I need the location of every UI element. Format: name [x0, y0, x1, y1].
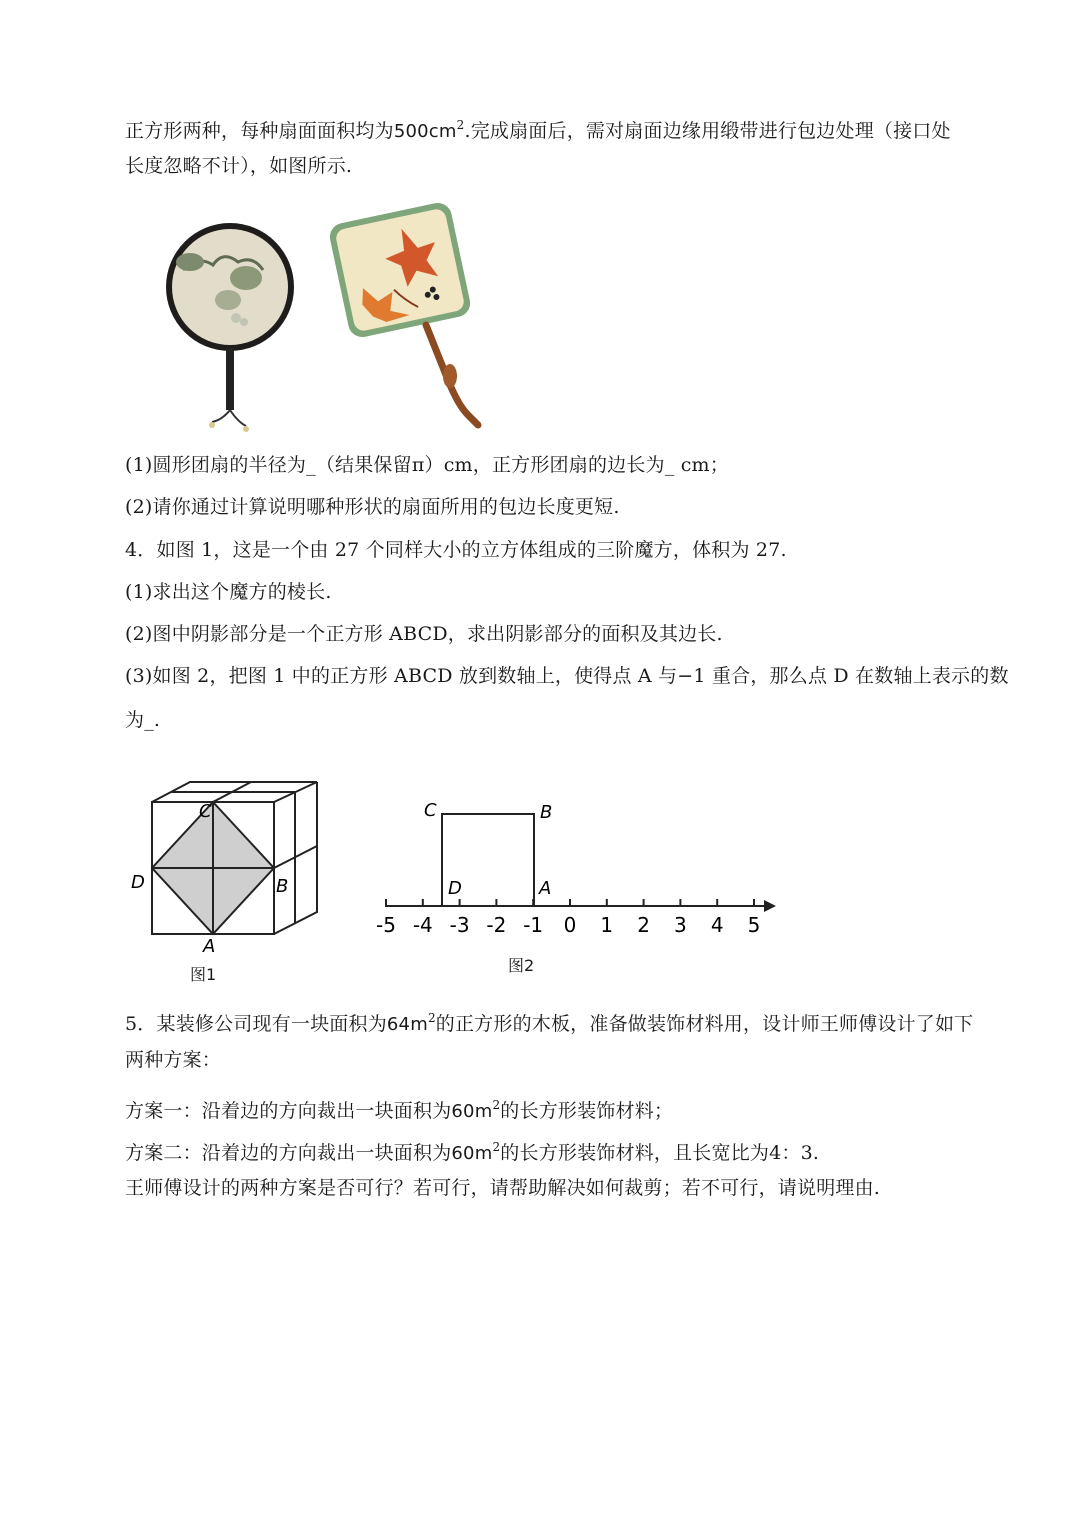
tick-label: 2	[637, 913, 650, 937]
tick-label: -1	[523, 913, 544, 937]
figure-2-number-line	[370, 790, 790, 940]
q3-line-1	[125, 112, 951, 145]
fig1-label-c: C	[199, 801, 212, 822]
q5-line-2: 两种方案：	[125, 1049, 222, 1071]
fig2-label-a: A	[539, 878, 552, 899]
q3-area-value: 500	[393, 121, 429, 142]
q3-part-2: (2)请你通过计算说明哪种形状的扇面所用的包边长度更短.	[125, 496, 620, 518]
plan2-area-exponent: 2	[492, 1140, 501, 1154]
fig2-label-d: D	[448, 878, 462, 899]
q3-part-1: (1)圆形团扇的半径为_（结果保留π）cm，正方形团扇的边长为_ cm；	[125, 454, 729, 476]
fig1-label-b: B	[276, 876, 289, 897]
q5-area-exponent: 2	[427, 1011, 436, 1025]
tick-label: 5	[747, 913, 761, 937]
q3-text-b: .完成扇面后，需对扇面边缘用缎带进行包边处理（接口处	[464, 120, 951, 142]
figure-2-caption: 图2	[508, 956, 535, 975]
tick-label: -5	[376, 913, 396, 937]
q5-plan-1	[125, 1092, 673, 1125]
q5-area-value: 64	[386, 1014, 411, 1035]
plan2-area-value: 60	[451, 1143, 475, 1164]
tick-label: 1	[600, 913, 614, 937]
q4-part-3-line-1: (3)如图 2，把图 1 中的正方形 ABCD 放到数轴上，使得点 A 与−1 重合，那么点 D 在数轴上表示的数	[125, 665, 1009, 687]
tick-label: -4	[412, 913, 433, 937]
q5-line-1	[125, 1005, 973, 1038]
square-fan-picture	[327, 200, 478, 425]
fans-illustration	[128, 200, 498, 435]
q3-line-2: 长度忽略不计），如图所示.	[125, 155, 353, 177]
tick-label: -3	[449, 913, 470, 937]
plan1-area-value: 60	[451, 1101, 475, 1122]
q5-question: 王师傅设计的两种方案是否可行？若可行，请帮助解决如何裁剪；若不可行，请说明理由.	[125, 1177, 881, 1199]
plan1-text-b: 的长方形装饰材料；	[500, 1100, 674, 1122]
q4-part-2: (2)图中阴影部分是一个正方形 ABCD，求出阴影部分的面积及其边长.	[125, 623, 723, 645]
q5-area-unit: m	[410, 1014, 428, 1035]
plan1-text-a: 方案一：沿着边的方向裁出一块面积为	[125, 1100, 452, 1122]
fig2-label-c: C	[424, 800, 437, 821]
fig2-label-b: B	[540, 802, 553, 823]
q4-stem: 4．如图 1，这是一个由 27 个同样大小的立方体组成的三阶魔方，体积为 27.	[125, 539, 787, 561]
q3-text-a: 正方形两种，每种扇面面积均为	[125, 120, 394, 142]
plan2-text-b: 的长方形装饰材料，且长宽比为4：3.	[500, 1142, 820, 1164]
fig1-label-a: A	[203, 936, 216, 957]
tick-label: 3	[674, 913, 687, 937]
plan1-area-unit: m	[474, 1101, 493, 1122]
q4-part-3-line-2: 为_.	[125, 709, 161, 731]
q3-area-unit: cm	[428, 121, 457, 142]
q5-text-a: 5．某装修公司现有一块面积为	[125, 1013, 387, 1035]
q4-part-1: (1)求出这个魔方的棱长.	[125, 581, 332, 603]
tick-label: 0	[563, 913, 577, 937]
figure-1-cube	[125, 770, 335, 960]
round-fan-picture	[166, 223, 294, 432]
tick-label: -2	[486, 913, 507, 937]
plan2-text-a: 方案二：沿着边的方向裁出一块面积为	[125, 1142, 452, 1164]
q3-area-exponent: 2	[456, 118, 465, 132]
plan2-area-unit: m	[474, 1143, 493, 1164]
number-line-arrow	[764, 900, 776, 912]
tick-label: 4	[710, 913, 724, 937]
q5-plan-2	[125, 1134, 819, 1167]
plan1-area-exponent: 2	[492, 1098, 501, 1112]
figure-1-caption: 图1	[190, 965, 217, 984]
fig1-label-d: D	[131, 872, 145, 893]
q5-text-b: 的正方形的木板，准备做装饰材料用，设计师王师傅设计了如下	[435, 1013, 974, 1035]
